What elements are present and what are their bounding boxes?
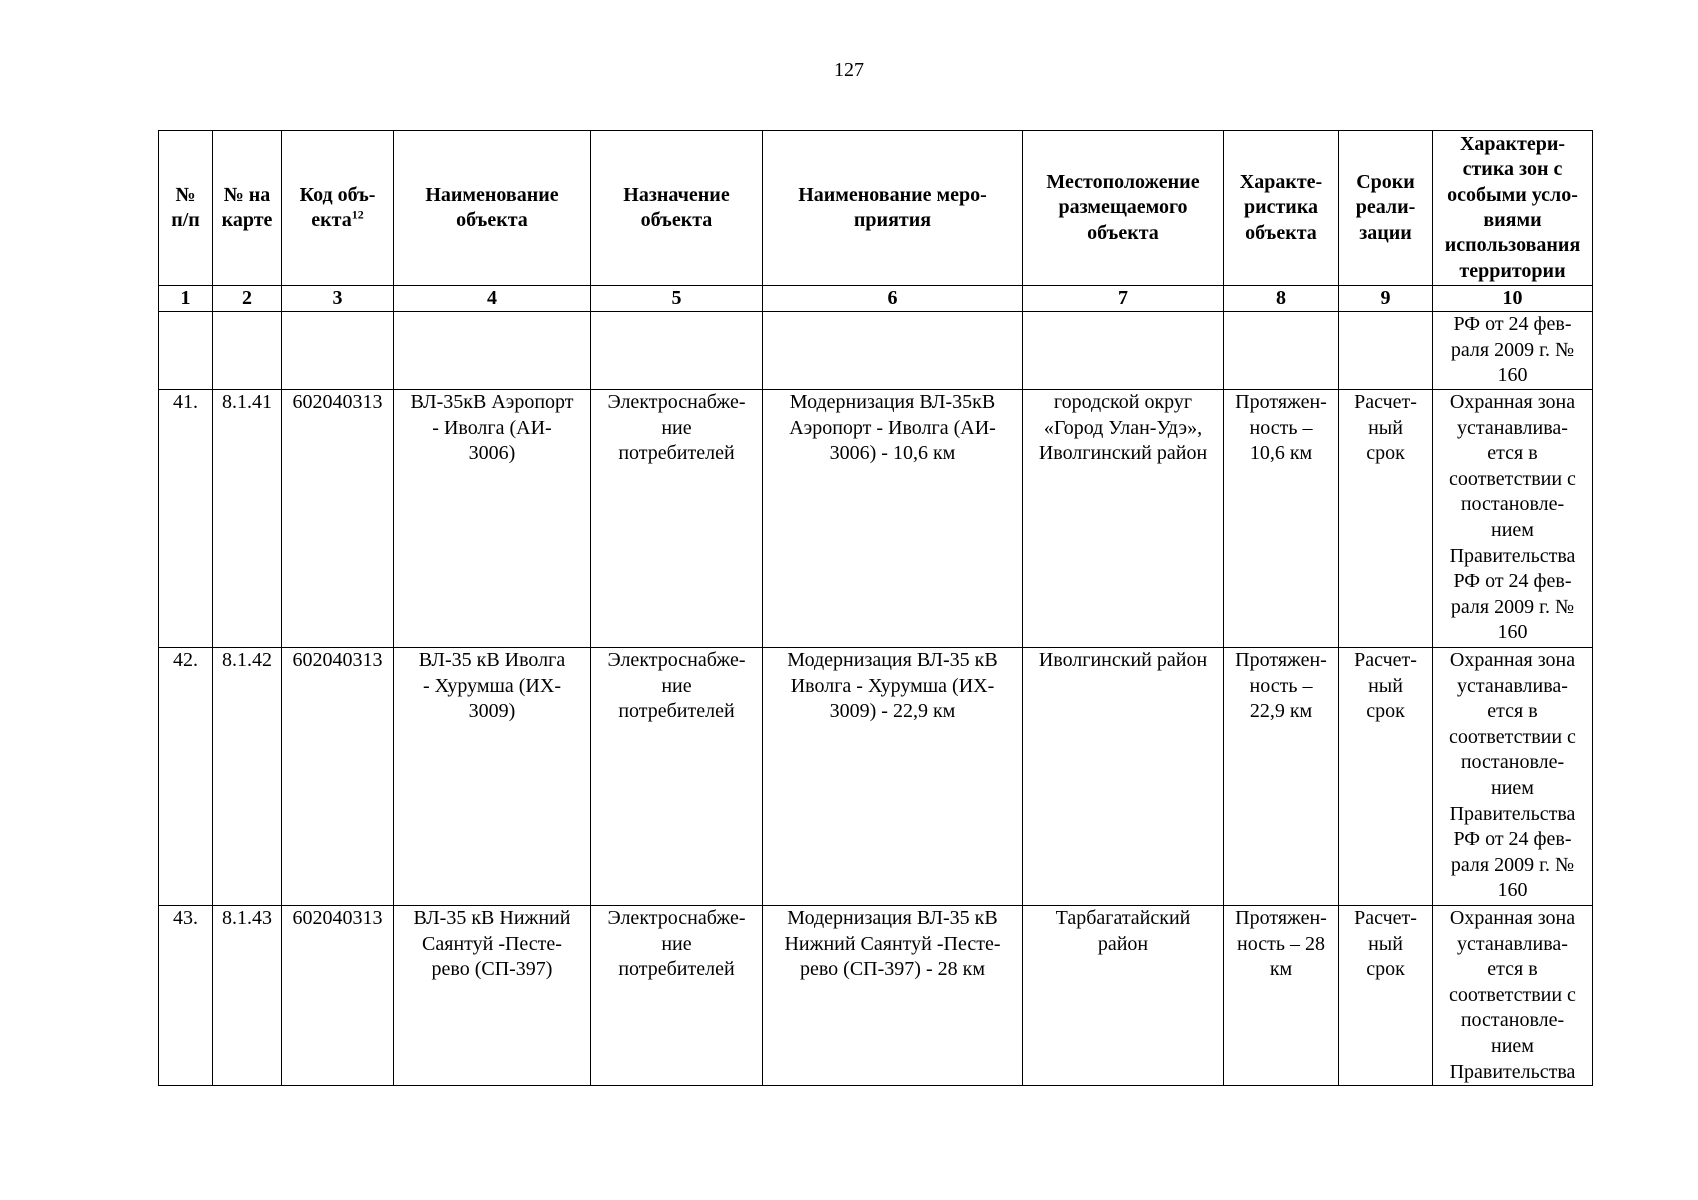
cell-name: ВЛ-35 кВ Иволга - Хурумша (ИХ- 3009) <box>394 648 591 906</box>
cell-deadline: Расчет- ный срок <box>1339 648 1433 906</box>
cell-deadline: Расчет- ный срок <box>1339 390 1433 648</box>
column-number: 9 <box>1339 286 1433 312</box>
cell-deadline: Расчет- ный срок <box>1339 906 1433 1086</box>
cell-characteristic <box>1224 312 1339 390</box>
cell-name <box>394 312 591 390</box>
cell-zone: Охранная зона устанавлива- ется в соответствии с постановле- нием Правительства РФ от 24 фев- раля 2009 г. № 160 <box>1433 648 1593 906</box>
cell-code <box>282 312 394 390</box>
cell-map-no: 8.1.41 <box>213 390 282 648</box>
table-row <box>159 906 1593 1086</box>
header-deadline: Сроки реали- зации <box>1339 131 1433 286</box>
header-location: Местоположение размещаемого объекта <box>1023 131 1224 286</box>
cell-map-no: 8.1.42 <box>213 648 282 906</box>
cell-measure: Модернизация ВЛ-35кВ Аэропорт - Иволга (АИ- 3006) - 10,6 км <box>763 390 1023 648</box>
footnote-mark: 12 <box>351 207 364 222</box>
cell-num: 42. <box>159 648 213 906</box>
cell-code: 602040313 <box>282 390 394 648</box>
table-row-continuation <box>159 312 1593 390</box>
cell-code: 602040313 <box>282 906 394 1086</box>
cell-name: ВЛ-35кВ Аэропорт - Иволга (АИ- 3006) <box>394 390 591 648</box>
header-zone: Характери- стика зон с особыми усло- виями использования территории <box>1433 131 1593 286</box>
cell-zone: Охранная зона устанавлива- ется в соответствии с постановле- нием Правительства РФ от 24 фев- раля 2009 г. № 160 <box>1433 390 1593 648</box>
cell-purpose <box>591 312 763 390</box>
column-number: 5 <box>591 286 763 312</box>
column-number: 8 <box>1224 286 1339 312</box>
column-number: 4 <box>394 286 591 312</box>
cell-measure: Модернизация ВЛ-35 кВ Нижний Саянтуй -Песте- рево (СП-397) - 28 км <box>763 906 1023 1086</box>
objects-table <box>158 130 1593 1086</box>
cell-zone: Охранная зона устанавлива- ется в соответствии с постановле- нием Правительства <box>1433 906 1593 1086</box>
cell-location: городской округ «Город Улан-Удэ», Иволгинский район <box>1023 390 1224 648</box>
header-name: Наименование объекта <box>394 131 591 286</box>
column-number: 7 <box>1023 286 1224 312</box>
column-number: 2 <box>213 286 282 312</box>
cell-num: 43. <box>159 906 213 1086</box>
cell-measure: Модернизация ВЛ-35 кВ Иволга - Хурумша (ИХ- 3009) - 22,9 км <box>763 648 1023 906</box>
cell-characteristic: Протяжен- ность – 28 км <box>1224 906 1339 1086</box>
column-numbers-row <box>159 286 1593 312</box>
column-number: 3 <box>282 286 394 312</box>
header-characteristic: Характе- ристика объекта <box>1224 131 1339 286</box>
table-row <box>159 390 1593 648</box>
column-number: 6 <box>763 286 1023 312</box>
cell-characteristic: Протяжен- ность – 10,6 км <box>1224 390 1339 648</box>
column-number: 10 <box>1433 286 1593 312</box>
cell-num <box>159 312 213 390</box>
cell-purpose: Электроснабже- ние потребителей <box>591 906 763 1086</box>
cell-zone: РФ от 24 фев- раля 2009 г. № 160 <box>1433 312 1593 390</box>
cell-map-no <box>213 312 282 390</box>
header-code: Код объ- екта$^{12}$ <box>282 131 394 286</box>
page-number: 127 <box>834 59 864 81</box>
cell-measure <box>763 312 1023 390</box>
cell-deadline <box>1339 312 1433 390</box>
cell-purpose: Электроснабже- ние потребителей <box>591 390 763 648</box>
column-number: 1 <box>159 286 213 312</box>
cell-characteristic: Протяжен- ность – 22,9 км <box>1224 648 1339 906</box>
table-header-row <box>159 131 1593 286</box>
cell-location: Тарбагатайский район <box>1023 906 1224 1086</box>
cell-location: Иволгинский район <box>1023 648 1224 906</box>
header-num: № п/п <box>159 131 213 286</box>
cell-code: 602040313 <box>282 648 394 906</box>
table-row <box>159 648 1593 906</box>
cell-location <box>1023 312 1224 390</box>
cell-map-no: 8.1.43 <box>213 906 282 1086</box>
header-map-no: № на карте <box>213 131 282 286</box>
header-measure: Наименование меро- приятия <box>763 131 1023 286</box>
header-purpose: Назначение объекта <box>591 131 763 286</box>
cell-name: ВЛ-35 кВ Нижний Саянтуй -Песте- рево (СП-397) <box>394 906 591 1086</box>
cell-num: 41. <box>159 390 213 648</box>
cell-purpose: Электроснабже- ние потребителей <box>591 648 763 906</box>
